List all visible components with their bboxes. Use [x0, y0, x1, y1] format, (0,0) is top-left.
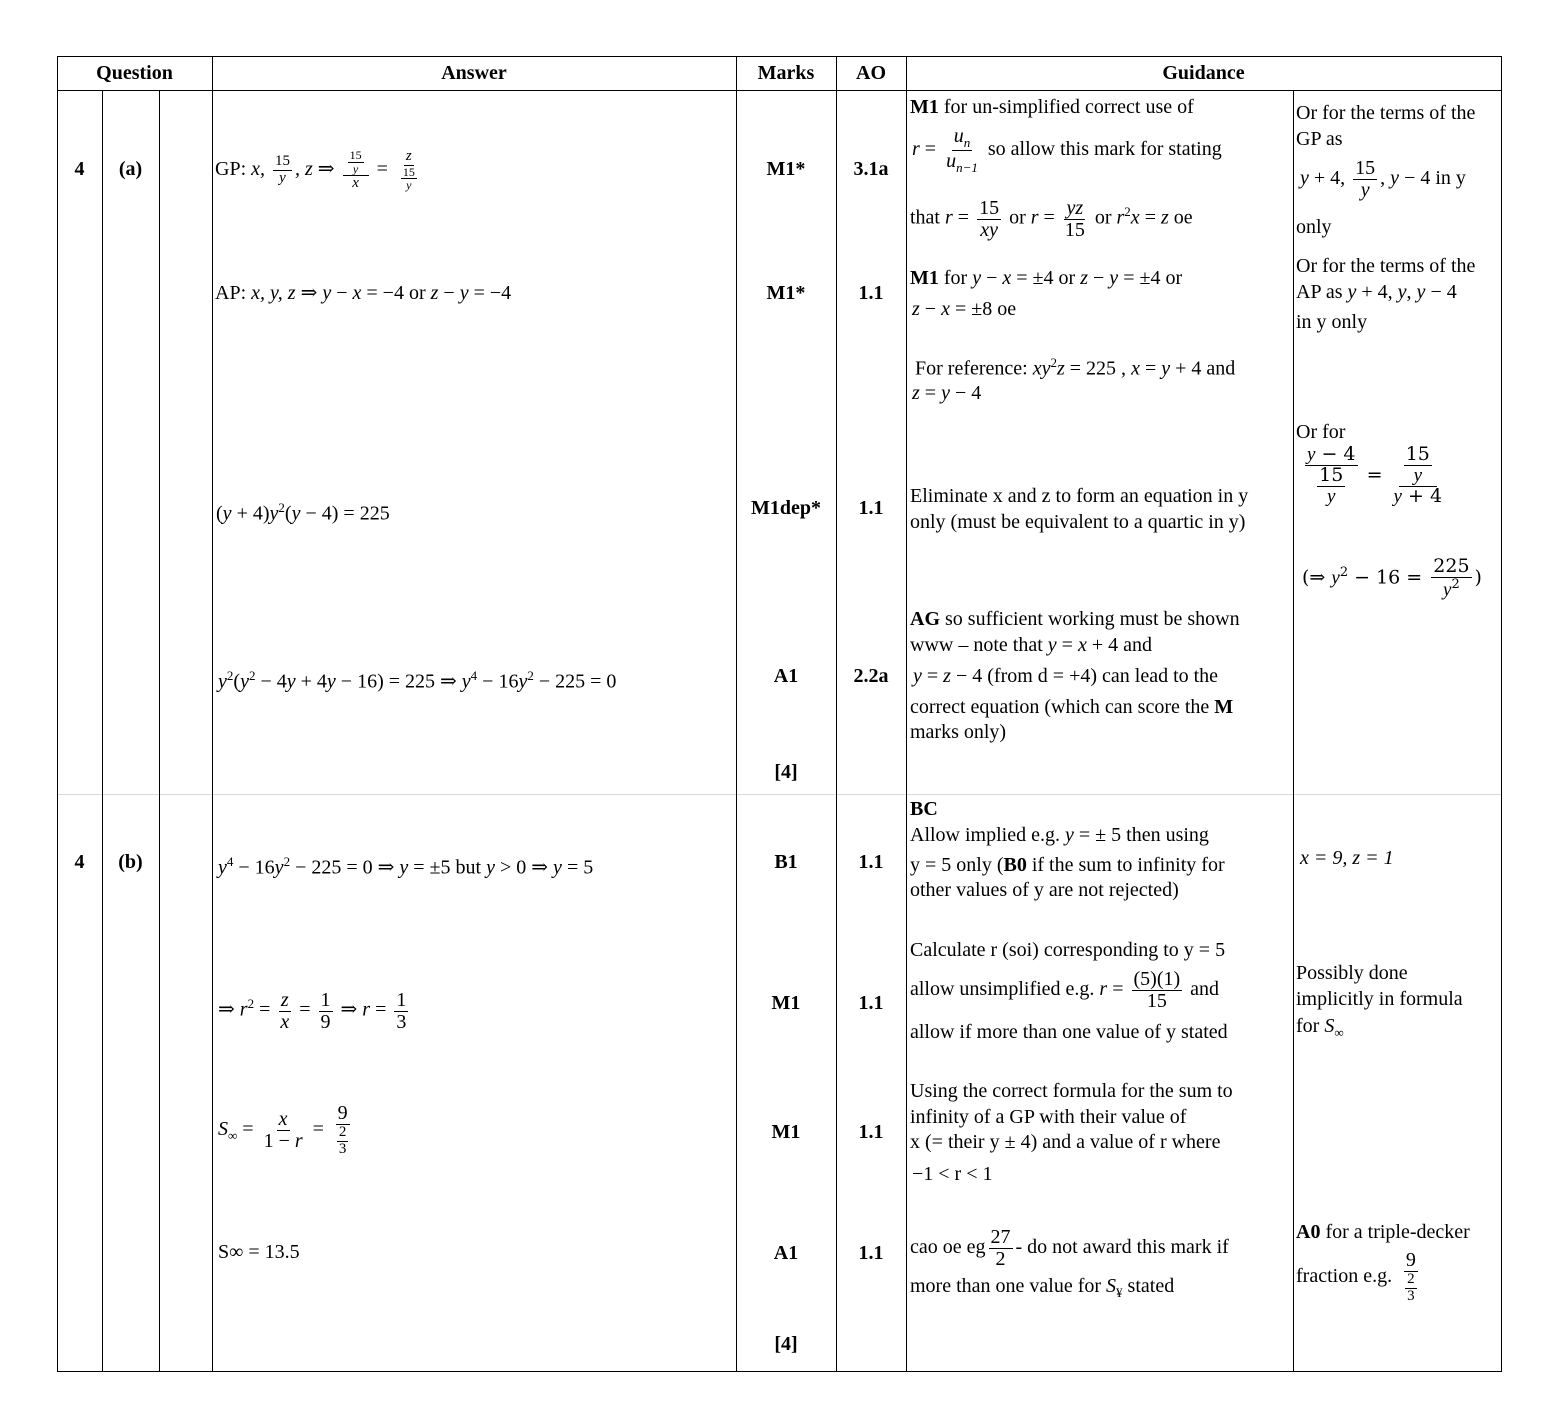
- ao-b1: 1.1: [858, 851, 884, 873]
- marks-a3: M1dep*: [751, 497, 821, 519]
- header-marks: Marks: [757, 62, 815, 84]
- col-border-guidance-split: [1293, 90, 1294, 1372]
- side-a1-line4: only: [1296, 216, 1332, 238]
- side-a1-line2: GP as: [1296, 128, 1343, 150]
- guidance-b2-line3: allow if more than one value of y stated: [910, 1021, 1228, 1043]
- marks-b1: B1: [774, 851, 798, 873]
- answer-b2: ⇒ $r^2$ = $\frac{z}{x}$ = $\frac{1}{9}$ ⇒ r = $\frac{1}{3}$: [218, 988, 407, 1033]
- guidance-b2-line1: Calculate r (soi) corresponding to y = 5: [910, 939, 1226, 961]
- marks-b3: M1: [771, 1121, 801, 1143]
- header-bottom-border: [57, 90, 1502, 91]
- ao-b4: 1.1: [858, 1242, 884, 1264]
- answer-a1: GP: x, $\frac{15}{y}$ , z ⇒ $\frac{\frac{15}{y}}{x}$ = $\frac{z}{\frac{15}{y}}$: [215, 147, 415, 193]
- side-b2-line3: for $S_\infty$: [1296, 1015, 1344, 1040]
- header-answer: Answer: [441, 62, 507, 84]
- col-border-part: [159, 90, 160, 1372]
- col-border-question: [212, 56, 213, 1372]
- guidance-ref-line1: For reference: $xy^2z = 225$ , x = y + 4 and: [915, 355, 1236, 380]
- guidance-b3-line4: −1 < r < 1: [912, 1163, 993, 1185]
- guidance-a4-line5: marks only): [910, 721, 1007, 743]
- side-a3-line1: Or for: [1296, 421, 1346, 443]
- guidance-a4-line1: AG so sufficient working must be shown: [910, 608, 1240, 630]
- side-a2-line2: AP as y + 4, y, y − 4: [1296, 281, 1457, 303]
- guidance-b1-bc: BC: [910, 798, 938, 820]
- side-a1-line1: Or for the terms of the: [1296, 102, 1476, 124]
- answer-b1: $y^4 - 16y^2 - 225 = 0$ ⇒ y = ±5 but y > 0 ⇒ y = 5: [218, 854, 594, 879]
- ao-a1: 3.1a: [853, 158, 889, 180]
- guidance-b3-line3: x (= their y ± 4) and a value of r where: [910, 1131, 1221, 1153]
- total-a: [4]: [774, 761, 798, 783]
- col-border-left: [57, 56, 58, 1372]
- side-b2-line1: Possibly done: [1296, 962, 1408, 984]
- header-question: Question: [96, 62, 173, 84]
- header-ao: AO: [856, 62, 886, 84]
- side-a2-line1: Or for the terms of the: [1296, 255, 1476, 277]
- col-border-right: [1501, 56, 1502, 1372]
- question-part-a: (a): [118, 158, 143, 180]
- answer-b4: S∞ = 13.5: [218, 1241, 300, 1263]
- table-top-border: [57, 56, 1502, 57]
- guidance-b4-line1: cao oe eg $\frac{27}{2}$ - do not award this mark if: [910, 1225, 1229, 1270]
- total-b: [4]: [774, 1333, 798, 1355]
- guidance-b3-line2: infinity of a GP with their value of: [910, 1106, 1187, 1128]
- side-a2-line3: in y only: [1296, 311, 1368, 333]
- side-b2-line2: implicitly in formula: [1296, 988, 1463, 1010]
- side-b4-line2: fraction e.g. $\frac{9}{\frac{2}{3}}$: [1296, 1249, 1416, 1304]
- guidance-a3-line2: only (must be equivalent to a quartic in y): [910, 511, 1246, 533]
- marks-a1: M1*: [766, 158, 806, 180]
- guidance-a1-line3: that r = $\frac{15}{xy}$ or r = $\frac{yz}{15}$ or $r^2x = z$ oe: [910, 196, 1193, 241]
- answer-a4: $y^2(y^2 - 4y + 4y - 16) = 225$ ⇒ $y^4 - 16y^2 - 225 = 0$: [218, 668, 617, 693]
- answer-b3: $S_\infty$ = $\frac{x}{1 - r}$ = $\frac{9}{\frac{2}{3}}$: [218, 1102, 348, 1157]
- marks-b4: A1: [773, 1242, 799, 1264]
- part-divider: [57, 794, 1502, 795]
- guidance-a4-line3: y = z − 4 (from d = +4) can lead to the: [913, 665, 1219, 687]
- question-number-a: 4: [74, 158, 85, 180]
- col-border-marks: [836, 56, 837, 1372]
- ao-a4: 2.2a: [853, 665, 889, 687]
- guidance-ref-line2: z = y − 4: [912, 382, 982, 404]
- marks-a2: M1*: [766, 282, 806, 304]
- answer-a3: $(y + 4)y^2(y - 4) = 225$: [216, 500, 390, 525]
- ao-b3: 1.1: [858, 1121, 884, 1143]
- guidance-a2-line2: z − x = ±8 oe: [912, 298, 1017, 320]
- question-number-b: 4: [74, 851, 85, 873]
- guidance-a3-line1: Eliminate x and z to form an equation in y: [910, 485, 1249, 507]
- guidance-b2-line2: allow unsimplified e.g. r = $\frac{(5)(1)}{15}$ and: [910, 967, 1220, 1012]
- guidance-a1-line1: M1 for un-simplified correct use of: [910, 96, 1194, 118]
- guidance-a2-line1: M1 for y − x = ±4 or z − y = ±4 or: [910, 267, 1183, 289]
- side-b1: x = 9, z = 1: [1300, 847, 1394, 869]
- ao-b2: 1.1: [858, 992, 884, 1014]
- guidance-b4-line2: more than one value for $S_¥$ stated: [910, 1275, 1175, 1300]
- guidance-a4-line4: correct equation (which can score the M: [910, 696, 1234, 718]
- marks-b2: M1: [771, 992, 801, 1014]
- marks-a4: A1: [773, 665, 799, 687]
- answer-a1-prefix: GP:: [215, 158, 247, 180]
- guidance-b1-line3: other values of y are not rejected): [910, 879, 1179, 901]
- side-b4-line1: A0 for a triple-decker: [1296, 1221, 1470, 1243]
- guidance-a1-line2: r = $\frac{u_n}{u_{n-1}}$ so allow this mark for stating: [912, 125, 1222, 175]
- table-bottom-border: [57, 1371, 1502, 1372]
- answer-a2: AP: x, y, z ⇒ y − x = −4 or z − y = −4: [215, 282, 512, 304]
- side-a3-implies: (⇒ $y^2 - 16$ = $\frac{225}{y^2}$ ): [1302, 554, 1482, 600]
- guidance-a4-line2: www – note that y = x + 4 and: [910, 634, 1152, 656]
- guidance-b3-line1: Using the correct formula for the sum to: [910, 1080, 1233, 1102]
- header-guidance: Guidance: [1162, 62, 1245, 84]
- side-a1-line3: y + 4, $\frac{15}{y}$ , y − 4 in y: [1300, 156, 1466, 201]
- col-border-ao: [906, 56, 907, 1372]
- guidance-b1-line2: y = 5 only (B0 if the sum to infinity for: [910, 854, 1225, 876]
- col-border-num: [102, 90, 103, 1372]
- ao-a2: 1.1: [858, 282, 884, 304]
- col-border-answer: [736, 56, 737, 1372]
- side-a3-eq: $\frac{y - 4}{\frac{15}{y}}$ = $\frac{\frac{15}{y}}{y + 4}$: [1307, 443, 1443, 507]
- question-part-b: (b): [118, 851, 143, 873]
- guidance-b1-line1: Allow implied e.g. y = ± 5 then using: [910, 824, 1209, 846]
- ao-a3: 1.1: [858, 497, 884, 519]
